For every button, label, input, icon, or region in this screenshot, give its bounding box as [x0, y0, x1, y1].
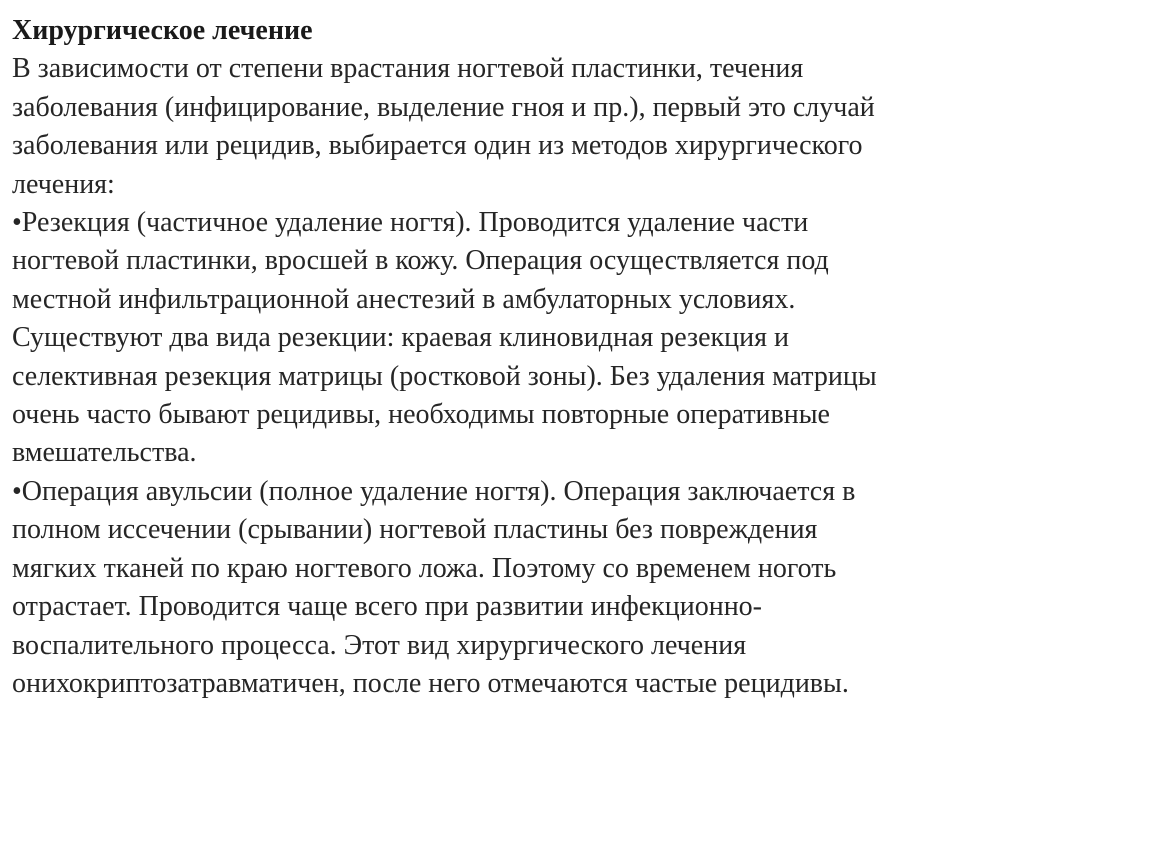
- text-line: В зависимости от степени врастания ногтевой пластинки, течения: [12, 53, 804, 85]
- text-line: •Резекция (частичное удаление ногтя). Проводится удаление части: [12, 207, 809, 239]
- text-line: очень часто бывают рецидивы, необходимы повторные оперативные: [12, 399, 830, 431]
- slide-body: [12, 50, 1132, 703]
- text-line: •Операция авульсии (полное удаление ногтя). Операция заключается в: [12, 475, 856, 507]
- slide-title: Хирургическое лечение: [12, 15, 313, 46]
- text-line: лечения:: [12, 168, 115, 200]
- text-line: отрастает. Проводится чаще всего при развитии инфекционно-: [12, 591, 762, 623]
- text-line: заболевания (инфицирование, выделение гноя и пр.), первый это случай: [12, 91, 875, 123]
- text-line: заболевания или рецидив, выбирается один из методов хирургического: [12, 130, 863, 162]
- slide-content: [12, 12, 1132, 703]
- text-line: селективная резекция матрицы (ростковой зоны). Без удаления матрицы: [12, 360, 877, 392]
- text-line: онихокриптозатравматичен, после него отмечаются частые рецидивы.: [12, 667, 849, 699]
- bullet-resection: [12, 204, 1132, 473]
- text-line: Существуют два вида резекции: краевая клиновидная резекция и: [12, 322, 789, 354]
- bullet-avulsion: [12, 473, 1132, 703]
- text-line: полном иссечении (срывании) ногтевой пластины без повреждения: [12, 514, 818, 546]
- text-line: ногтевой пластинки, вросшей в кожу. Операция осуществляется под: [12, 245, 829, 277]
- text-line: мягких тканей по краю ногтевого ложа. Поэтому со временем ноготь: [12, 552, 837, 584]
- text-line: воспалительного процесса. Этот вид хирургического лечения: [12, 629, 747, 661]
- intro-paragraph: [12, 50, 1132, 204]
- text-line: местной инфильтрационной анестезий в амбулаторных условиях.: [12, 283, 796, 315]
- text-line: вмешательства.: [12, 437, 197, 469]
